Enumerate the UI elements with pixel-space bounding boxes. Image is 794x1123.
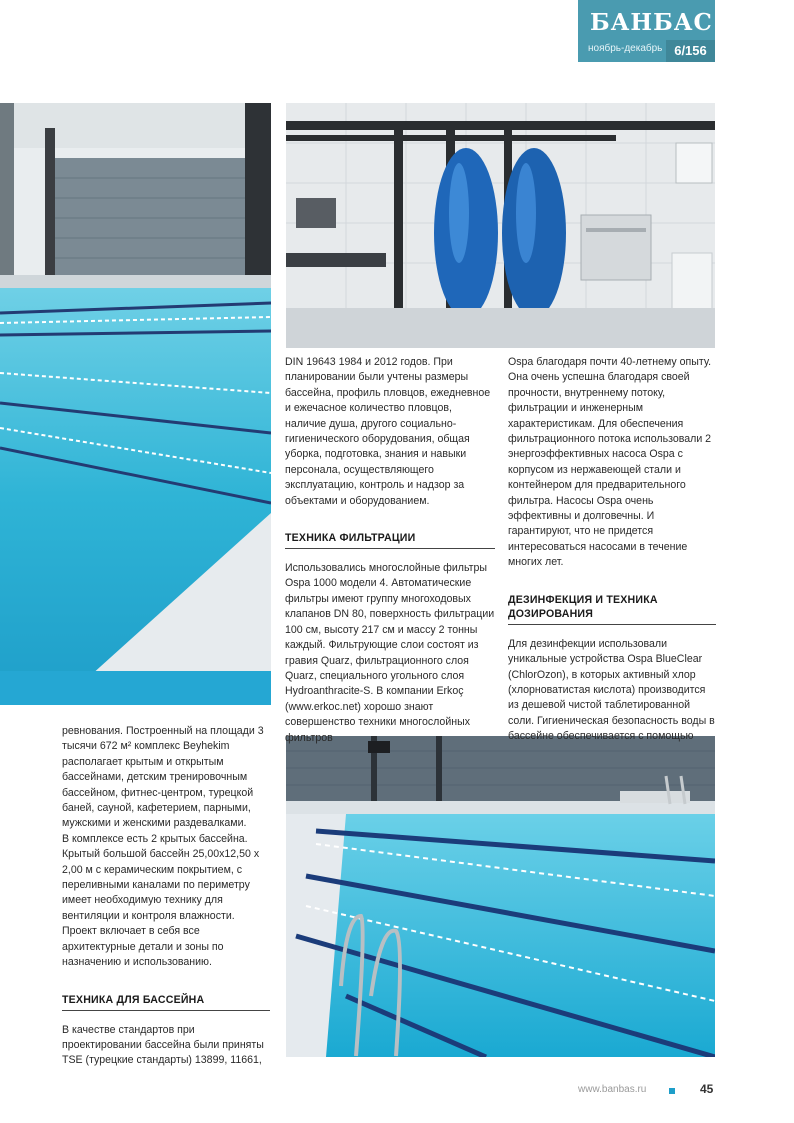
indoor-pool-photo <box>0 103 271 705</box>
paragraph-complex: ревнования. Построенный на площади 3 тысячи 672 м² комплекс Beyhekim располагает крытым и открытым бассейнами, детским тренировочным бассейном, фитнес-центром, турецкой баней, сауной, кафетерием, парными, мужскими и женскими раздевалками. <box>62 725 264 830</box>
section-heading-disinfection: ДЕЗИНФЕКЦИЯ И ТЕХНИКА ДОЗИРОВАНИЯ <box>508 593 716 625</box>
paragraph-body: В качестве стандартов при проектировании бассейна были приняты TSE (турецкие стандарты) 13899, 11661, <box>62 1023 264 1067</box>
issue-label: ноябрь-декабрь <box>578 40 666 62</box>
text-column-middle <box>285 355 495 746</box>
footer-square-icon <box>669 1088 675 1094</box>
filtration-room-photo <box>286 103 715 348</box>
section-heading-filtration: ТЕХНИКА ФИЛЬТРАЦИИ <box>285 531 495 549</box>
paragraph-intro: Ospa благодаря почти 40-летнему опыту. Она очень успешна благодаря своей прочности, внутреннему потоку, фильтрации и инженерным характеристикам. Для обеспечения фильтрационного потока использовали 2 энергоэффективных насоса Ospa с корпусом из нержавеющей стали и контейнером для предварительного фильтра. Насосы Ospa очень эффективны и долговечны. И гарантируют, что не придется интересоваться насосами в течение многих лет. <box>508 356 712 569</box>
paragraph-pools: В комплексе есть 2 крытых бассейна. Крытый большой бассейн 25,00x12,50 x 2,00 м с керамическим покрытием, с переливными каналами по периметру имеет необходимую технику для вентиляции и контроля влажности. Проект включает в себя все архитектурные детали и зоны по назначению и использованию. <box>62 832 260 969</box>
section-heading-pool-equipment: ТЕХНИКА ДЛЯ БАССЕЙНА <box>62 993 270 1011</box>
masthead <box>578 0 715 62</box>
page-number: 45 <box>700 1082 714 1096</box>
paragraph-body: Для дезинфекции использовали уникальные устройства Ospa BlueClear (ChlorOzon), в которых активный хлор (хлорноватистая кислота) производится из дешевой чистой таблетированной соли. Гигиеническая безопасность воды в бассейне обеспечивается с помощью <box>508 637 715 743</box>
footer-website: www.banbas.ru <box>578 1084 647 1095</box>
text-column-right <box>508 355 716 745</box>
pool-lanes-photo <box>286 736 715 1057</box>
text-column-left <box>62 724 270 1069</box>
paragraph-intro: DIN 19643 1984 и 2012 годов. При планировании были учтены размеры бассейна, профиль пловцов, ежедневное и ежечасное количество пловцов, наличие душа, другого социально-гигиенического оборудования, общая уборка, подготовка, знания и навыки персонала, осуществляющего эксплуатацию, контроль и надзор за объектами и оборудованием. <box>285 356 491 507</box>
issue-page-counter: 6/156 <box>666 40 715 62</box>
magazine-logo: БАНБАС <box>578 0 715 40</box>
paragraph-body: Использовались многослойные фильтры Ospa 1000 модели 4. Автоматические фильтры имеют группу многоходовых клапанов DN 80, поверхность фильтрации 100 см, высоту 217 см и массу 2 тонны каждый. Фильтрующие слои состоят из гравия Quarz, фильтрационного слоя Quarz, специального угольного слоя Hydroanthracite-S. В компании Erkoç (www.erkoc.net) хорошо знают совершенство техники многослойных фильтров <box>285 562 495 744</box>
